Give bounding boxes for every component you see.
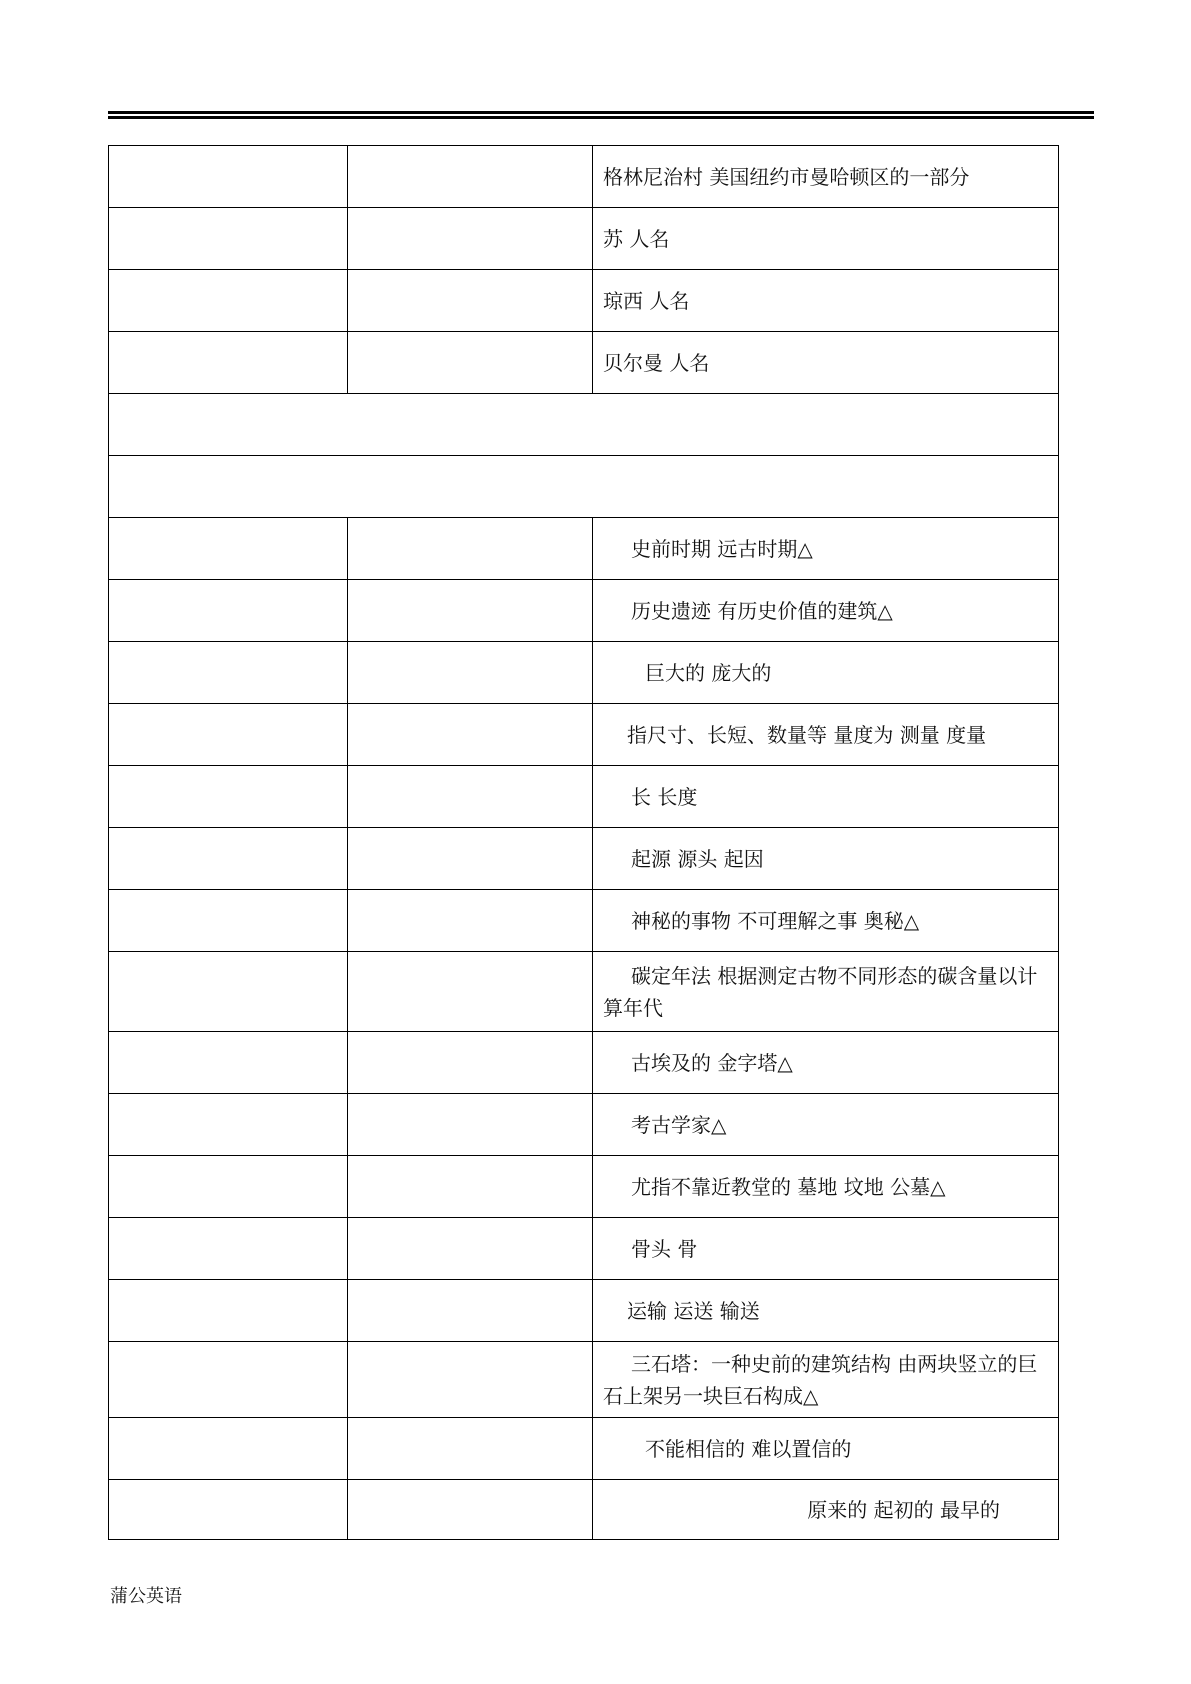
table-row (109, 580, 1059, 642)
header-rule-top (108, 111, 1094, 114)
phonetic-cell (348, 890, 593, 952)
table-row (109, 952, 1059, 1032)
table-row (109, 332, 1059, 394)
phonetic-cell (348, 1480, 593, 1540)
definition-text: 骨头 骨 (631, 1236, 698, 1261)
table-row (109, 1032, 1059, 1094)
table-row (109, 1280, 1059, 1342)
table-row (109, 208, 1059, 270)
table-row (109, 1342, 1059, 1418)
phonetic-cell (348, 518, 593, 580)
word-cell (109, 766, 348, 828)
definition-text: 指尺寸、长短、数量等 量度为 测量 度量 (627, 722, 987, 747)
definition-cell: 碳定年法 根据测定古物不同形态的碳含量以计算年代 (593, 952, 1059, 1032)
phonetic-cell (348, 1156, 593, 1218)
definition-cell (593, 1418, 1059, 1480)
definition-cell (593, 1156, 1059, 1218)
table-row (109, 1218, 1059, 1280)
table-row (109, 1156, 1059, 1218)
header-rule-bottom (108, 116, 1094, 119)
word-cell (109, 1418, 348, 1480)
definition-cell (593, 828, 1059, 890)
word-cell (109, 704, 348, 766)
merged-row (109, 456, 1059, 518)
definition-text: 长 长度 (631, 784, 698, 809)
table-row (109, 766, 1059, 828)
phonetic-cell (348, 146, 593, 208)
definition-cell (593, 766, 1059, 828)
table-row (109, 704, 1059, 766)
phonetic-cell (348, 766, 593, 828)
phonetic-cell (348, 332, 593, 394)
phonetic-cell (348, 1032, 593, 1094)
word-cell (109, 1094, 348, 1156)
table-row (109, 1418, 1059, 1480)
word-cell (109, 1480, 348, 1540)
phonetic-cell (348, 704, 593, 766)
phonetic-cell (348, 1342, 593, 1418)
word-cell (109, 1342, 348, 1418)
merged-cell (109, 456, 1059, 518)
definition-cell: 原来的 起初的 最早的 (593, 1480, 1059, 1540)
word-cell (109, 890, 348, 952)
definition-cell (593, 580, 1059, 642)
word-cell (109, 208, 348, 270)
phonetic-cell (348, 828, 593, 890)
definition-text: 考古学家△ (631, 1112, 727, 1137)
definition-cell (593, 704, 1059, 766)
table-row (109, 828, 1059, 890)
word-cell (109, 952, 348, 1032)
word-cell (109, 1218, 348, 1280)
definition-cell: 苏 人名 (593, 208, 1059, 270)
word-cell (109, 1032, 348, 1094)
definition-text: 起源 源头 起因 (631, 846, 764, 871)
word-cell (109, 1280, 348, 1342)
definition-cell (593, 1094, 1059, 1156)
word-cell (109, 332, 348, 394)
phonetic-cell (348, 1280, 593, 1342)
definition-cell (593, 642, 1059, 704)
footer-brand: 蒲公英语 (110, 1586, 182, 1607)
phonetic-cell (348, 1418, 593, 1480)
word-cell (109, 146, 348, 208)
phonetic-cell (348, 1094, 593, 1156)
definition-cell (593, 518, 1059, 580)
definition-cell: 格林尼治村 美国纽约市曼哈顿区的一部分 (593, 146, 1059, 208)
table-row (109, 1480, 1059, 1540)
vocabulary-table (108, 145, 1059, 1540)
phonetic-cell (348, 580, 593, 642)
phonetic-cell (348, 270, 593, 332)
definition-cell: 琼西 人名 (593, 270, 1059, 332)
phonetic-cell (348, 1218, 593, 1280)
merged-row (109, 394, 1059, 456)
table-row (109, 146, 1059, 208)
definition-text: 尤指不靠近教堂的 墓地 坟地 公墓△ (631, 1174, 946, 1199)
definition-cell (593, 1032, 1059, 1094)
table-row (109, 890, 1059, 952)
definition-cell (593, 1280, 1059, 1342)
word-cell (109, 1156, 348, 1218)
word-cell (109, 518, 348, 580)
word-cell (109, 828, 348, 890)
word-cell (109, 270, 348, 332)
word-cell (109, 642, 348, 704)
definition-cell (593, 890, 1059, 952)
phonetic-cell (348, 642, 593, 704)
phonetic-cell (348, 952, 593, 1032)
definition-text: 历史遗迹 有历史价值的建筑△ (631, 598, 893, 623)
phonetic-cell (348, 208, 593, 270)
table-row (109, 642, 1059, 704)
word-cell (109, 580, 348, 642)
definition-text: 运输 运送 输送 (627, 1298, 760, 1323)
definition-cell (593, 1218, 1059, 1280)
definition-text: 古埃及的 金字塔△ (631, 1050, 793, 1075)
definition-cell: 贝尔曼 人名 (593, 332, 1059, 394)
definition-text: 巨大的 庞大的 (645, 660, 772, 685)
definition-cell: 三石塔：一种史前的建筑结构 由两块竖立的巨石上架另一块巨石构成△ (593, 1342, 1059, 1418)
definition-text: 史前时期 远古时期△ (631, 536, 813, 561)
table-row (109, 518, 1059, 580)
merged-cell (109, 394, 1059, 456)
table-row (109, 270, 1059, 332)
definition-text: 不能相信的 难以置信的 (645, 1436, 852, 1461)
definition-text: 神秘的事物 不可理解之事 奥秘△ (631, 908, 920, 933)
table-row (109, 1094, 1059, 1156)
